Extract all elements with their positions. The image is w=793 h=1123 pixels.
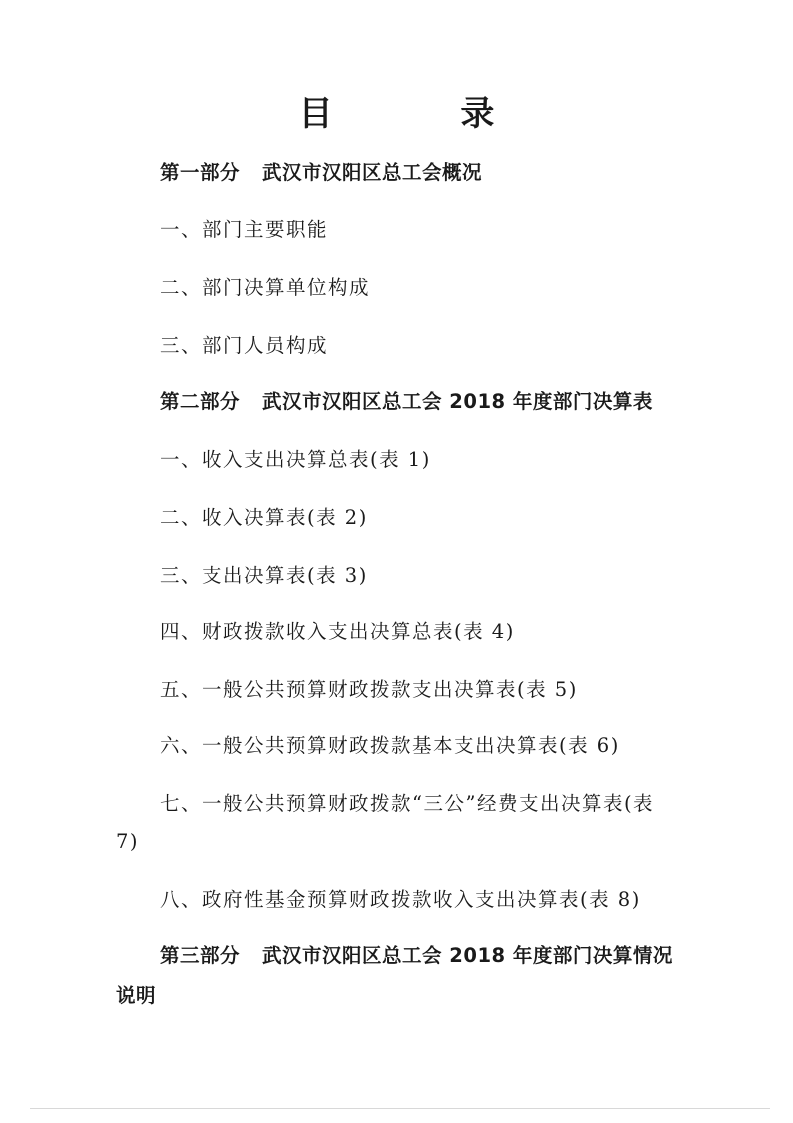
- part1-heading: [160, 161, 482, 185]
- part2-item: 五、一般公共预算财政拨款支出决算表(表 5): [160, 678, 578, 701]
- part2-item: 七、一般公共预算财政拨款“三公”经费支出决算表(表: [160, 792, 655, 815]
- part3-heading: [160, 944, 673, 968]
- part3-label: 第三部分: [160, 944, 241, 967]
- scan-edge-line: [30, 1108, 770, 1109]
- part1-item: 二、部门决算单位构成: [160, 276, 371, 299]
- part1-title: 武汉市汉阳区总工会概况: [262, 161, 483, 184]
- toc-title: 目 录: [298, 94, 553, 134]
- part3-title: 武汉市汉阳区总工会 2018 年度部门决算情况: [262, 944, 673, 967]
- part2-item: 三、支出决算表(表 3): [160, 564, 368, 587]
- part1-item: 三、部门人员构成: [160, 334, 329, 357]
- part1-label: 第一部分: [160, 161, 241, 184]
- part2-item-continuation: 7): [116, 830, 140, 853]
- part2-title: 武汉市汉阳区总工会 2018 年度部门决算表: [262, 390, 653, 413]
- part2-item: 六、一般公共预算财政拨款基本支出决算表(表 6): [160, 734, 620, 757]
- part2-heading: [160, 390, 653, 414]
- part1-item: 一、部门主要职能: [160, 218, 329, 241]
- part3-title-continuation: 说明: [116, 984, 157, 1007]
- part2-label: 第二部分: [160, 390, 241, 413]
- part2-item: 一、收入支出决算总表(表 1): [160, 448, 431, 471]
- part2-item: 八、政府性基金预算财政拨款收入支出决算表(表 8): [160, 888, 641, 911]
- part2-item: 四、财政拨款收入支出决算总表(表 4): [160, 620, 515, 643]
- part2-item: 二、收入决算表(表 2): [160, 506, 368, 529]
